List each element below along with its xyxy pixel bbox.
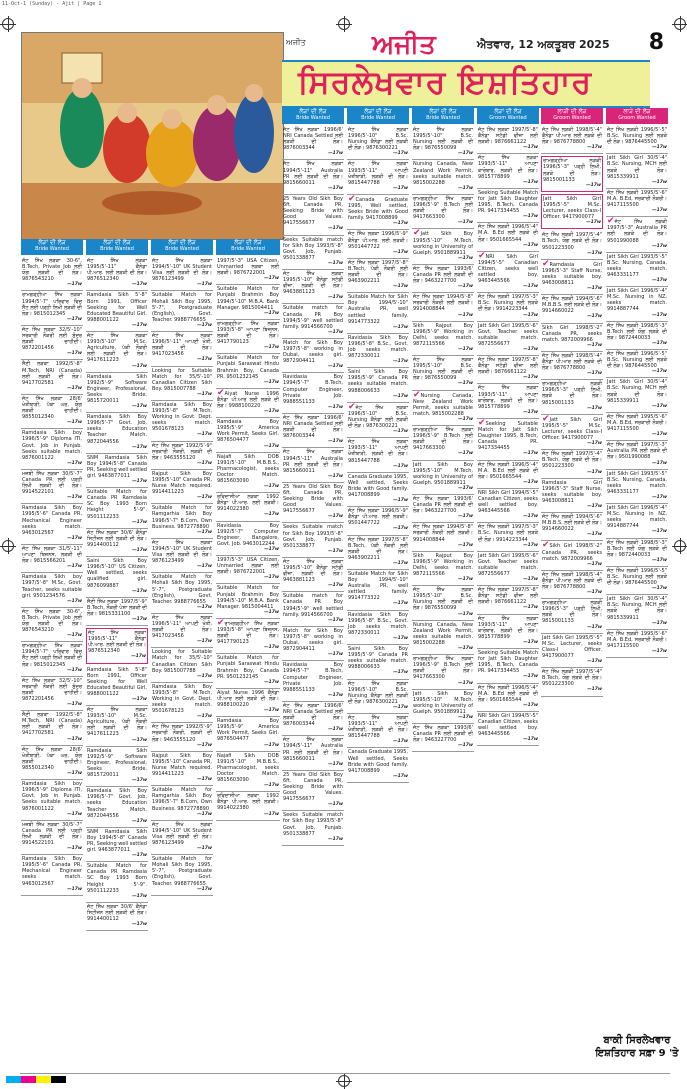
women-gathering-painting [21, 32, 284, 240]
classified-ad: Ramdasia Sikh Boy 1995/5'-6" Canada PR, Mechanical Engineer seeks match. 9463012567 —17w [21, 855, 83, 896]
ad-column [21, 257, 83, 1069]
classified-ad: ਜੱਟ ਸਿੱਖ ਲੜਕਾ 30/6' ਕੈਨੇਡਾ ਸਿਟੀਜ਼ਨ ਲਈ ਲੜਕੀ ਦੀ ਲੋੜ। 9914400112 —17w [86, 529, 148, 557]
classified-ad: Match for Sikh Boy 1997/5'-8" working in Dubai, seeks girl. 9872904411 —17w [282, 339, 344, 373]
classified-ad: Jatt Sikh Boy 1995/5'-10" M.Tech, working in University of Guelph. 9501889911 —17w [412, 461, 474, 495]
registration-mark-icon [2, 18, 14, 30]
classified-ad: ਜੱਟ ਸਿੱਖ ਲੜਕਾ 1995/5'-11" ਕੈਨੇਡਾ ਪੀ.ਆਰ. ਲਈ ਲੜਕੀ ਦੀ ਲੋੜ। 9876512340 —17w [86, 257, 148, 291]
section-title-banner [282, 60, 650, 108]
masthead-top-bar [282, 30, 668, 60]
classified-ad: Jatt Sikh Girl 1995/5'-6" Govt. Teacher seeks suitable match. 9872556677 —17w [477, 322, 539, 356]
classified-ad: NRI Sikh Girl 1994/5'-5" Canadian Citizen, seeks well settled boy. 9463445566 —17w [477, 712, 539, 746]
classified-ad: Jatt Sikh Girl 1995/5'-5" M.Sc. Lecturer, seeks Class-I Officer. 9417900077 —17w [541, 634, 603, 668]
classified-ad: Seeks Suitable match for Sikh Boy 1993/5'-8" Govt. Job, Punjab. 9501338877 —17w [282, 523, 344, 557]
classified-ad: ਜੱਟ ਸਿੱਖ ਲੜਕਾ 1994/5'-11" Australia PR ਲਈ ਲੜਕੀ ਦੀ ਲੋੜ। 9815660011 —17w [282, 160, 344, 194]
classified-ad: ✔Seeking Suitable Match for Jatt Sikh Daughter 1995, B.Tech, Canada PR. 9417334455 —17w [477, 419, 539, 461]
classified-ad: SNM Ramdasia Sikh Boy 1994/5'-8" Canada PR, Seeking well settled girl. 9463877011 —17w [86, 454, 148, 488]
classified-ad: ਰਾਮਗੜ੍ਹੀਆ ਲੜਕੀ 1996/5'-3" ਪੜ੍ਹੀ ਲਿਖੀ, ਲੜਕੇ ਦੀ ਲੋੜ। 9815001133 —17w [541, 156, 603, 191]
classified-ad: ✔Jatt Sikh Boy 1995/5'-10" M.Tech, working in University of Guelph. 9501889911 —17w [412, 229, 474, 264]
classified-ad: ਜੱਟ ਸਿੱਖ ਲੜਕੀ 1997/5'-4" B.Tech, ਯੋਗ ਲੜਕੇ ਦੀ ਲੋੜ। 9501223300 —17w [541, 668, 603, 696]
classified-ad: Ravidasia Sikh Boy 1996/5'-8" B.Sc., Govt. Job seeks match. 9872330011 —17w [347, 611, 409, 645]
classified-ad: Suitable Match for Ramgarhia Sikh Boy 1996/5'-7" B.Com, Own Business. 9872778890 —17w [151, 786, 213, 820]
classified-ad: Nursing Canada, New Zealand Work Permit, seeks suitable match. 9815002288 —17w [412, 621, 474, 655]
classified-ad: ਜੱਟ ਸਿੱਖ ਲੜਕੀ 1997/5'-4" B.Tech, ਯੋਗ ਲੜਕੇ ਦੀ ਲੋੜ। 9501223300 —17w [541, 450, 603, 478]
classified-ad: ਜੱਟ ਸਿੱਖ ਲੜਕਾ 1993/6' Canada PR ਲਈ ਲੜਕੀ ਦੀ ਲੋੜ। 9463227700 —17w [412, 495, 474, 523]
classified-ad: ਜੱਟ ਸਿੱਖ ਲੜਕਾ 1996/5'-10" B.Sc. Nursing ਕੈਨੇਡਾ ਲਈ ਲੜਕੀ ਦੀ ਲੋੜ। 9876300221 —17w [347, 680, 409, 714]
checkmark-icon: ✔ [217, 387, 225, 398]
column-header: ਲੋੜਾਂ ਦੀ ਲੋੜ Bride Wanted [282, 108, 344, 124]
classified-ad: ਜੱਟ ਸਿੱਖ ਲੜਕਾ 1995/5'-10" ਕੈਨੇਡਾ ਸਟੱਡੀ ਵੀਜ਼ਾ, ਲੜਕੀ ਦੀ ਲੋੜ। 9463881123 —17w [282, 558, 344, 592]
classified-ad: Rajput Sikh Boy 1995/5'-10" Canada PR, Nurse Match required. 9914411223 —17w [151, 752, 213, 786]
ad-column [282, 126, 344, 1069]
checkmark-icon: ✔ [217, 617, 225, 628]
classified-ad: ✔NRI Sikh Girl 1994/5'-5" Canadian Citizen, seeks well settled boy. 9463445566 —17w [477, 252, 539, 294]
classified-ad: Suitable Match for Sikh Boy 1994/5'-10" Australia PR, well settled family. 9914773322 —17w [347, 293, 409, 334]
classified-ad: Ravidasia Boy 1992/5'-7" Computer Engineer, Bangalore, Govt. Job. 9463012244 —17w [216, 522, 280, 556]
ad-column [606, 126, 668, 1031]
classified-ad: Jatt Sikh Boy 1995/5'-10" M.Tech, working in University of Guelph. 9501889911 —17w [412, 690, 474, 724]
classified-ad: Match for Sikh Boy 1997/5'-8" working in Dubai, seeks girl. 9872904411 —17w [282, 627, 344, 661]
classified-ad: Suitable Match for Sikh Boy 1994/5'-10" Australia PR, well settled family. 9914773322 —17w [347, 570, 409, 611]
classified-ad: 25 Years Old Sikh Boy 6ft. Canada PR, Seeking Bride with Good Values. 9417556677 —17w [282, 771, 344, 812]
classified-ad: Jatt Sikh Girl 1995/5'-6" Govt. Teacher seeks suitable match. 9872556677 —17w [477, 552, 539, 586]
classified-ad: ✔Ramdasia Girl 1996/5'-3" Staff Nurse, seeks suitable boy. 9463008811 —17w [541, 260, 603, 295]
classified-ad: Suitable match for Canada PR Boy 1994/5'-9" well settled family. 9914566700 —17w [282, 304, 344, 338]
classified-ad: ਜੱਟ ਸਿੱਖ ਲੜਕਾ 1993/6' Canada PR ਲਈ ਲੜਕੀ ਦੀ ਲੋੜ। 9463227700 —17w [412, 265, 474, 293]
column-header: ਲੋੜਾਂ ਦੀ ਲੋੜ Bride Wanted [412, 108, 474, 124]
classified-ad: Nursing Canada, New Zealand Work Permit, seeks suitable match. 9815002288 —17w [412, 160, 474, 194]
classified-ad: ਜੱਟ ਸਿੱਖ ਲੜਕੀ 1998/5'-3" B.Tech ਲਈ ਯੋਗ ਲੜਕੇ ਦੀ ਲੋੜ। 9872440033 —17w [606, 322, 668, 350]
registration-mark-icon [674, 18, 686, 30]
classified-ad: Sikh Girl 1998/5'-2" Canada PR, seeks match. 9872009966 —17w [541, 324, 603, 352]
classified-ad: ਜੱਟ ਸਿੱਖ ਲੜਕਾ 1994/5'-10" UK Student Visa ਲਈ ਲੜਕੀ ਦੀ ਲੋੜ। 9876123499 —17w [151, 821, 213, 855]
checkmark-icon: ✔ [607, 216, 615, 227]
classified-ad: Jatt Sikh Girl 30/5'-4" B.Sc. Nursing, MCH ਲਈ ਲੜਕੇ ਦੀ ਲੋੜ। 9815339911 —17w [606, 595, 668, 629]
classified-ad: Suitable Match for Canada PR Ramdasia SC Boy 1993 Born Height 5'-9". 9501112233 —17w [86, 862, 148, 903]
classified-ad: Ramdasia Sikh boy 1997/5'-8" M.Sc, Govt. Teacher, seeks suitable girl. 9501234576 —17w [21, 573, 83, 607]
classified-ad: Ramdasia Sikh Boy 1993/5'-8" M.Tech, Working in Govt. Dept. seeks match. 9501678123 —17w [151, 683, 213, 724]
checkmark-icon: ✔ [542, 413, 550, 424]
classified-ad: ਜੱਟ ਸਿੱਖ ਲੜਕਾ 1997/5'-8" ਕੈਨੇਡਾ ਸਟੱਡੀ ਵੀਜ਼ਾ ਲਈ ਲੜਕੀ। 9876661122 —17w [477, 126, 539, 154]
classified-ad: ਜੱਟ ਸਿੱਖ ਲੜਕਾ 1995/5'-11" ਕੈਨੇਡਾ ਪੀ.ਆਰ. ਲਈ ਲੜਕੀ ਦੀ ਲੋੜ। 9876512340 —17w [86, 628, 148, 663]
classified-ad: ਰਵਿਦਾਸੀਆ ਲੜਕਾ 1992 ਕੈਨੇਡਾ ਪੀ.ਆਰ. ਲਈ ਲੜਕੀ। 9914022380 —17w [216, 493, 280, 521]
classified-ad: Aiyat Nurse 1996 ਕੈਨੇਡਾ ਪੀ.ਆਰ ਲਈ ਲੜਕੇ ਦੀ ਲੋੜ। 9988100220 —17w [216, 689, 280, 717]
column-header: ਲਾੜੀ ਦੀ ਲੋੜ Groom Wanted [541, 108, 603, 124]
classified-ad: ✔Nursing Canada, New Zealand Work Permit, seeks suitable match. 9815002288 —17w [412, 391, 474, 426]
classified-ad: ਰਾਮਗੜ੍ਹੀਆ ਲੜਕੀ 1996/5'-3" ਪੜ੍ਹੀ ਲਿਖੀ, ਲੜਕੇ ਦੀ ਲੋੜ। 9815001133 —17w [541, 599, 603, 633]
classified-ad: Seeking Suitable Match for Jatt Sikh Daughter 1995, B.Tech, Canada PR. 9417334455 —17w [477, 189, 539, 223]
ad-column [216, 257, 280, 1069]
classified-ad: ਜੱਟ ਸਿੱਖ ਲੜਕਾ 1996/5'-9" ਕੈਨੇਡਾ ਪੀ.ਆਰ. ਲਈ ਲੜਕੀ। 9501447722 —17w [347, 230, 409, 258]
classified-ad: ਰਾਮਗੜ੍ਹੀਆ ਲੜਕੀ 1996/5'-3" ਪੜ੍ਹੀ ਲਿਖੀ, ਲੜਕੇ ਦੀ ਲੋੜ। 9815001133 —17w [541, 380, 603, 414]
checkmark-icon: ✔ [348, 401, 356, 412]
classified-ad: ਜੱਟ ਸਿੱਖ ਲੜਕੀ 1998/5'-3" B.Tech ਲਈ ਯੋਗ ਲੜਕੇ ਦੀ ਲੋੜ। 9872440033 —17w [606, 539, 668, 567]
classified-ad: ਜੱਟ ਸਿੱਖ ਲੜਕੀ 1997/5'-3" B.Sc. Nursing ਲਈ ਲੜਕੇ ਦੀ ਲੋੜ। 9914223344 —17w [477, 293, 539, 321]
classified-ad: Looking for Suitable Match for 35/5'-10" Canadian Citizen Sikh Boy. 9815007788 —17w [151, 648, 213, 682]
paper-name: ਅਜੀਤ [372, 30, 436, 60]
checkmark-icon: ✔ [413, 228, 421, 239]
classified-ad: Looking for Suitable Match for 35/5'-10" Canadian Citizen Sikh Boy. 9815007788 —17w [151, 367, 213, 401]
classified-ad: ਰਵਿਦਾਸੀਆ ਲੜਕਾ 1992 ਕੈਨੇਡਾ ਪੀ.ਆਰ. ਲਈ ਲੜਕੀ। 9914022380 —17w [216, 792, 280, 820]
ad-column [412, 126, 474, 1069]
classified-ad: ਰਾਮਗੜ੍ਹੀਆ ਸਿੱਖ ਲੜਕਾ 1994/5'-7" ਪਰਿਵਾਰ ਵਿਚ ਸੈੱਟ ਲਈ ਪੜ੍ਹੀ ਲਿਖੀ ਲੜਕੀ ਦੀ ਲੋੜ। 9815012345 —17w [21, 642, 83, 676]
classified-ad: ਜੱਟ ਸਿੱਖ ਲੜਕਾ 1994/5'-10" UK Student Visa ਲਈ ਲੜਕੀ ਦੀ ਲੋੜ। 9876123499 —17w [151, 539, 213, 573]
classified-ad: Suitable Match for Punjabi Brahmin Boy 1994/5'-10" M.B.A. Bank Manager. 9815004411 —17w [216, 285, 280, 319]
classified-ad: ਜੱਟ ਸਿੱਖ ਲੜਕਾ 1993/5'-11" ਆਪਣੀ ਖੇਤੀਬਾੜੀ, ਲੜਕੀ ਦੀ ਲੋੜ। 9815447788 —17w [347, 160, 409, 194]
classified-ad: ਸੈਣੀ ਲੜਕਾ 1992/5'-8" M.Tech, NRI (Canada) ਲਈ ਲੜਕੀ ਦੀ ਲੋੜ। 9417702581 —17w [21, 711, 83, 745]
classified-ad: Seeking Suitable Match for Jatt Sikh Daughter 1995, B.Tech, Canada PR. 9417334455 —17w [477, 649, 539, 683]
classified-ad: ਜੱਟ ਸਿੱਖ ਲੜਕਾ 1994/5'-10" UK Student Visa ਲਈ ਲੜਕੀ ਦੀ ਲੋੜ। 9876123499 —17w [151, 257, 213, 291]
classified-ad: ✔ਜੱਟ ਸਿੱਖ ਲੜਕੀ 1997/5'-3" Australia PR ਲਈ ਲੜਕੇ ਦੀ ਲੋੜ। 9501990088 —17w [606, 217, 668, 252]
classified-ad: Ramdasia Boy 1995/5'-9" America Work Permit, Seeks Girl. 9876504477 —17w [216, 418, 280, 452]
classified-ad: ਜੱਟ ਸਿੱਖ ਲੜਕਾ 1995/5'-10" B.Sc. Nursing ਲਈ ਲੜਕੀ ਦੀ ਲੋੜ। 9876550099 —17w [412, 356, 474, 390]
classified-ad: Jatt Sikh Girl 1993/5'-5" B.Sc. Nursing, Canada, seeks match. 9463331177 —17w [606, 470, 668, 504]
classified-ad: Ramdasia Sikh 1992/5'-9" Software Engineer, Professional, Seeks Bride. 9815720011 —17w [86, 373, 148, 414]
column-header: ਲੋੜਾਂ ਦੀ ਲੋੜ Bride Wanted [86, 239, 148, 255]
classified-ad: ਜੱਟ ਸਿੱਖ ਲੜਕੀ 1998/5'-4" ਕੈਨੇਡਾ ਪੀ.ਆਰ ਲਈ ਲੜਕੇ ਦੀ ਲੋੜ। 9876778800 —17w [541, 571, 603, 599]
classified-ad: Suitable match for Canada PR Boy 1994/5'-9" well settled family. 9914566700 —17w [282, 592, 344, 626]
classified-ad: Ramdasia Girl 1996/5'-3" Staff Nurse, seeks suitable boy. 9463008811 —17w [541, 479, 603, 513]
checkmark-icon: ✔ [542, 258, 550, 269]
classified-ad: Suitable Match for Ramgarhia Sikh Boy 1996/5'-7" B.Com, Own Business. 9872778890 —17w [151, 504, 213, 538]
classified-ad: Suitable Match for Mohali Sikh Boy 1995, 5'-7", Postgraduate (English), Govt. Teacher. 9988776655 —17w [151, 855, 213, 896]
classified-ad: ✔Canada Graduate 1995, Well settled, Seeks Bride with Good family. 9417008899 —17w [347, 195, 409, 230]
classified-ad: ਜੱਟ ਸਿੱਖ ਲੜਕਾ 1996/5'-11" ਆਪਣੀ ਖੇਤੀ, ਲੜਕੀ ਦੀ ਲੋੜ। 9417023456 —17w [151, 332, 213, 366]
checkmark-icon: ✔ [542, 540, 550, 551]
classified-ad: ਜੱਟ ਸਿੱਖ ਲੜਕਾ 1995/5'-10" B.Sc. Nursing ਲਈ ਲੜਕੀ ਦੀ ਲੋੜ। 9876550099 —17w [412, 586, 474, 620]
classified-ad: ਜੱਟ ਸਿੱਖ ਲੜਕਾ 1996/5'-9" ਕੈਨੇਡਾ ਪੀ.ਆਰ. ਲਈ ਲੜਕੀ। 9501447722 —17w [347, 507, 409, 535]
classified-ad: Suitable Match for Canada PR Ramdasia SC Boy 1993 Born Height 5'-9". 9501112233 —17w [86, 488, 148, 529]
ad-column [477, 126, 539, 1069]
issue-date: ਐਤਵਾਰ, 12 ਅਕਤੂਬਰ 2025 [477, 38, 610, 51]
classified-ad: Saini Sikh Boy 1995/5'-9" Canada PR seeks suitable match. 9988006633 —17w [347, 368, 409, 402]
column-header: ਲੋੜਾਂ ਦੀ ਲੋੜ Bride Wanted [151, 239, 213, 255]
classified-ad: Jatt Sikh Girl 1996/5'-4" M.Sc. Nursing in NZ, seeks match. 9914887744 —17w [606, 287, 668, 321]
registration-mark-icon [338, 1075, 350, 1087]
classified-ad: ਰਾਮਗੜ੍ਹੀਆ ਸਿੱਖ ਲੜਕਾ 1996/5'-9" B.Tech ਲਈ ਲੜਕੀ ਦੀ ਲੋੜ। 9417663300 —17w [412, 195, 474, 229]
classified-ad: ਜੱਟ ਸਿੱਖ ਲੜਕੀ 1996/5'-4" M.A. B.Ed ਲਈ ਲੜਕੇ ਦੀ ਲੋੜ। 9501665544 —17w [477, 684, 539, 712]
checkmark-icon: ✔ [478, 250, 486, 261]
classified-ad: ਜੱਟ ਸਿੱਖ ਲੜਕਾ 1994/5'-8" ਸਰਕਾਰੀ ਨੌਕਰੀ ਲਈ ਲੜਕੀ। 9914008844 —17w [412, 523, 474, 551]
classified-ad: NRI Sikh Girl 1994/5'-5" Canadian Citizen, seeks well settled boy. 9463445566 —17w [477, 489, 539, 523]
classified-ad: ਜੱਟ ਸਿੱਖ ਲੜਕਾ 1993/5'-11" ਆਪਣਾ ਕਾਰੋਬਾਰ, ਲੜਕੀ ਦੀ ਲੋੜ। 9815778899 —17w [477, 384, 539, 418]
classified-ad: ਜੱਟ ਸਿੱਖ ਲੜਕੀ 1995/5'-6" M.A. B.Ed, ਸਰਕਾਰੀ ਨੌਕਰੀ। 9417115500 —17w [606, 630, 668, 658]
masthead-small-label: ਅਜੀਤ [286, 38, 306, 47]
classified-ad: ਜੱਟ ਸਿੱਖ ਲੜਕੀ 1996/5'-4" M.A. B.Ed ਲਈ ਲੜਕੇ ਦੀ ਲੋੜ। 9501665544 —17w [477, 223, 539, 251]
classified-ad: ਜੱਟ ਸਿੱਖ ਲੜਕਾ 1993/5'-10" M.Sc. Agriculture, ਪੱਕੀ ਨੌਕਰੀ ਲਈ ਲੜਕੀ ਦੀ ਲੋੜ। 9417611223 —17w [86, 706, 148, 747]
checkmark-icon: ✔ [348, 193, 356, 204]
classified-ad: ਜੱਟ ਸਿੱਖ ਲੜਕਾ 1994/5'-11" Australia PR ਲਈ ਲੜਕੀ ਦੀ ਲੋੜ। 9815660011 —17w [282, 448, 344, 482]
classified-ad: Canada Graduate 1995, Well settled, Seeks Bride with Good family. 9417008899 —17w [347, 473, 409, 507]
classified-ad: ਜੱਟ ਸਿੱਖ ਲੜਕਾ 1996/6' NRI Canada Settled ਲਈ ਲੜਕੀ ਦੀ ਲੋੜ। 9876003344 —17w [282, 414, 344, 448]
classified-ad: ਰਾਮਗੜ੍ਹੀਆ ਸਿੱਖ ਲੜਕਾ 1996/5'-9" B.Tech ਲਈ ਲੜਕੀ ਦੀ ਲੋੜ। 9417663300 —17w [412, 426, 474, 460]
classified-ad: ਜੱਟ ਸਿੱਖ ਲੜਕਾ 1993/5'-11" ਆਪਣੀ ਖੇਤੀਬਾੜੀ, ਲੜਕੀ ਦੀ ਲੋੜ। 9815447788 —17w [347, 714, 409, 748]
classified-ad: Suitable Match for Mohali Sikh Boy 1995, 5'-7", Postgraduate (English), Govt. Teacher. 9988776655 —17w [151, 291, 213, 332]
classified-ad: ਰਾਮਗੜ੍ਹੀਆ ਸਿੱਖ ਲੜਕਾ 1993/5'-8" ਆਪਣਾ ਬਿਜ਼ਨਸ, ਲੜਕੀ ਦੀ ਲੋੜ। 9417790123 —17w [216, 320, 280, 354]
classified-ad: ਜੱਟ ਸਿੱਖ ਲੜਕੀ 1997/5'-3" Australia PR ਲਈ ਲੜਕੇ ਦੀ ਲੋੜ। 9501990088 —17w [606, 441, 668, 469]
classified-ad: ਜੱਟ ਸਿੱਖ ਲੜਕਾ 1997/5'-8" ਕੈਨੇਡਾ ਸਟੱਡੀ ਵੀਜ਼ਾ ਲਈ ਲੜਕੀ। 9876661122 —17w [477, 356, 539, 384]
classified-ad: Ramdasia Sikh 1992/5'-9" Software Engineer, Professional, Seeks Bride. 9815720011 —17w [86, 747, 148, 788]
classified-ad: Suitable Match for Punjabi Saraswat Hindu Brahmin Boy, Canada PR. 9501232145 —17w [216, 654, 280, 688]
classified-ad: ਜੱਟ ਸਿੱਖ ਲੜਕੀ 1994/5'-6" M.B.B.S. ਲਈ ਲੜਕੇ ਦੀ ਲੋੜ। 9914660022 —17w [541, 295, 603, 323]
classified-ad: ਜੱਟ ਸਿੱਖ ਲੜਕਾ 30/6' ਕੈਨੇਡਾ ਸਿਟੀਜ਼ਨ ਲਈ ਲੜਕੀ ਦੀ ਲੋੜ। 9914400112 —17w [86, 903, 148, 931]
classified-ad: ਜੱਟ ਸਿੱਖ ਲੜਕਾ 1993/5'-11" ਆਪਣਾ ਕਾਰੋਬਾਰ, ਲੜਕੀ ਦੀ ਲੋੜ। 9815778899 —17w [477, 154, 539, 188]
classified-ad: ਜੱਟ ਸਿੱਖ ਲੜਕਾ 1996/6' NRI Canada Settled ਲਈ ਲੜਕੀ ਦੀ ਲੋੜ। 9876003344 —17w [282, 702, 344, 736]
classified-ad: Jatt Sikh Girl 1995/5'-5" M.Sc. Lecturer, seeks Class-I Officer. 9417900077 —17w [541, 194, 603, 229]
classified-ad: ਜੱਟ ਸਿੱਖ ਲੜਕਾ 1997/5'-8" ਕੈਨੇਡਾ ਸਟੱਡੀ ਵੀਜ਼ਾ ਲਈ ਲੜਕੀ। 9876661122 —17w [477, 586, 539, 614]
ad-column [151, 257, 213, 1069]
classified-ad: ਜੱਟ ਸਿੱਖ ਲੜਕੀ 1995/5'-6" M.A. B.Ed, ਸਰਕਾਰੀ ਨੌਕਰੀ। 9417115500 —17w [606, 189, 668, 217]
classified-ad: ✔Sikh Girl 1998/5'-2" Canada PR, seeks match. 9872009966 —17w [541, 541, 603, 570]
classified-ad: 25 Years Old Sikh Boy 6ft. Canada PR, Seeking Bride with Good Values. 9417556677 —17w [282, 483, 344, 524]
classified-ad: Saini Sikh Boy 1996/5'-10" US Citizen, Well settled, seeks qualified girl. 9876099887 —17w [86, 557, 148, 598]
classified-ad: ਮਜ਼ਬੀ ਸਿੱਖ ਲੜਕਾ 30/5'-7" Canada PR ਲਈ ਪੜ੍ਹੀ ਲਿਖੀ ਲੜਕੀ ਦੀ ਲੋੜ। 9914522101 —17w [21, 470, 83, 504]
classified-ad: ✔Aiyat Nurse 1996 ਕੈਨੇਡਾ ਪੀ.ਆਰ ਲਈ ਲੜਕੇ ਦੀ ਲੋੜ। 9988100220 —17w [216, 389, 280, 418]
classified-ad: Ramdasia Sikh Boy 1993/5'-8" M.Tech, Working in Govt. Dept. seeks match. 9501678123 —17w [151, 401, 213, 442]
classified-ad: ਜੱਟ ਸਿੱਖ ਲੜਕਾ 28/6' ਖੇਤੀਬਾੜੀ, ਪੱਕਾ ਘਰ, ਯੋਗ ਲੜਕੀ ਚਾਹੀਦੀ। 9855012340 —17w [21, 395, 83, 429]
classified-ad: ਜੱਟ ਸਿੱਖ ਲੜਕਾ 1997/5'-8" B.Tech, ਪੱਕੀ ਨੌਕਰੀ ਲਈ ਲੜਕੀ ਦੀ ਲੋੜ। 9463902211 —17w [347, 536, 409, 570]
print-slug: 11-Oct-1 (Sunday) - Ajit | Page 1 [2, 1, 102, 7]
classified-ad: Ravidasia Boy 1994/5'-7" B.Tech, Computer Engineer, Private Job. 9988551133 —17w [282, 373, 344, 414]
masthead [282, 30, 668, 106]
classified-ad: ਜੱਟ ਸਿੱਖ ਲੜਕਾ 1992/5'-9" ਸਰਕਾਰੀ ਨੌਕਰੀ, ਲੜਕੀ ਦੀ ਲੋੜ। 9463555120 —17w [151, 442, 213, 470]
classified-ad: Jatt Sikh Girl 1996/5'-4" M.Sc. Nursing in NZ, seeks match. 9914887744 —17w [606, 504, 668, 538]
column-header: ਲਾੜੇ ਦੀ ਲੋੜ Groom Wanted [606, 108, 668, 124]
classified-ad: ਜੱਟ ਸਿੱਖ ਲੜਕਾ 1996/5'-11" ਆਪਣੀ ਖੇਤੀ, ਲੜਕੀ ਦੀ ਲੋੜ। 9417023456 —17w [151, 614, 213, 648]
classified-ad: ਜੱਟ ਸਿੱਖ ਲੜਕਾ 32/5'-10" ਸਰਕਾਰੀ ਨੌਕਰੀ ਲਈ ਸੁੰਦਰ ਲੜਕੀ ਚਾਹੀਦੀ। 9872201456 —17w [21, 326, 83, 360]
classified-ad: SNM Ramdasia Sikh Boy 1994/5'-8" Canada PR, Seeking well settled girl. 9463877011 —17w [86, 828, 148, 862]
continued-note: ਬਾਕੀ ਸਿਰਲੇਖਵਾਰ ਇਸ਼ਤਿਹਾਰ ਸਫ਼ਾ 9 'ਤੇ [595, 1035, 679, 1059]
classified-ad: ਜੱਟ ਸਿੱਖ ਲੜਕੀ 1996/5'-5" B.Sc. Nursing ਲਈ ਲੜਕੇ ਦੀ ਲੋੜ। 9876445500 —17w [606, 567, 668, 595]
classified-ad: Ramdasia Sikh Boy 1995/5'-6" Canada PR, Mechanical Engineer seeks match. 9463012567 —17w [21, 504, 83, 545]
classified-ad: 1997/5'-3" USA Citizen, Unmarried ਲੜਕਾ ਲਈ ਲੜਕੀ। 9876722001 —17w [216, 257, 280, 285]
ad-column [541, 126, 603, 1069]
classified-ad: ਜੱਟ ਸਿੱਖ ਲੜਕਾ 1996/6' NRI Canada Settled ਲਈ ਲੜਕੀ ਦੀ ਲੋੜ। 9876003344 —17w [282, 126, 344, 160]
classified-ad: ✔ਰਾਮਗੜ੍ਹੀਆ ਸਿੱਖ ਲੜਕਾ 1993/5'-8" ਆਪਣਾ ਬਿਜ਼ਨਸ, ਲੜਕੀ ਦੀ ਲੋੜ। 9417790123 —17w [216, 619, 280, 654]
registration-mark-icon [674, 540, 686, 552]
classified-ad: Canada Graduate 1995, Well settled, Seeks Bride with Good family. 9417008899 —17w [347, 748, 409, 782]
classified-ad: ਜੱਟ ਸਿੱਖ ਲੜਕੀ 1998/5'-4" ਕੈਨੇਡਾ ਪੀ.ਆਰ ਲਈ ਲੜਕੇ ਦੀ ਲੋੜ। 9876778800 —17w [541, 352, 603, 380]
classified-ad: ਜੱਟ ਸਿੱਖ ਲੜਕੀ 1997/5'-4" B.Tech, ਯੋਗ ਲੜਕੇ ਦੀ ਲੋੜ। 9501223300 —17w [541, 231, 603, 259]
classified-ad: Suitable Match for Punjabi Brahmin Boy 1994/5'-10" M.B.A. Bank Manager. 9815004411 —17w [216, 584, 280, 618]
classified-ad: ਜੱਟ ਸਿੱਖ ਲੜਕਾ 1994/5'-11" Australia PR ਲਈ ਲੜਕੀ ਦੀ ਲੋੜ। 9815660011 —17w [282, 736, 344, 770]
column-header: ਲੋੜਾਂ ਦੀ ਲੋੜ Bride Wanted [216, 239, 280, 255]
classified-ad: ਜੱਟ ਸਿੱਖ ਲੜਕਾ 30-6", B.Tech, Private Job ਲਈ ਯੋਗ ਲੜਕੀ ਦੀ ਲੋੜ। 9876543210 —17w [21, 608, 83, 642]
classified-ad: Seeks Suitable match for Sikh Boy 1993/5'-8" Govt. Job, Punjab. 9501338877 —17w [282, 811, 344, 845]
column-header: ਲੋੜਾਂ ਦੀ ਲੋੜ Bride Wanted [21, 239, 83, 255]
classified-ad: Ravidasia Boy 1994/5'-7" B.Tech, Computer Engineer, Private Job. 9988551133 —17w [282, 661, 344, 702]
classified-ad: ਜੱਟ ਸਿੱਖ ਲੜਕਾ 1993/5'-10" M.Sc. Agriculture, ਪੱਕੀ ਨੌਕਰੀ ਲਈ ਲੜਕੀ ਦੀ ਲੋੜ। 9417611223 —17w [86, 332, 148, 373]
column-header: ਲੋੜਾਂ ਦੀ ਲੋੜ Bride Wanted [347, 108, 409, 124]
classified-ad: ਜੱਟ ਸਿੱਖ ਲੜਕਾ 31/5'-11" ਆਪਣਾ ਬਿਜ਼ਨਸ, ਲੜਕੀ ਦੀ ਲੋੜ। 9815566201 —17w [21, 545, 83, 573]
classified-ad: Ramdasia Sikh boy 1996/5'-9" Diploma ITI, Govt. Job in Punjab. Seeks suitable match. 9876001122 —17w [21, 429, 83, 470]
classified-ad: Jatt Sikh Girl 1993/5'-5" B.Sc. Nursing, Canada, seeks match. 9463331177 —17w [606, 253, 668, 287]
classified-ad: ਜੱਟ ਸਿੱਖ ਲੜਕਾ 1993/5'-11" ਆਪਣੀ ਖੇਤੀਬਾੜੀ, ਲੜਕੀ ਦੀ ਲੋੜ। 9815447788 —17w [347, 438, 409, 472]
classified-ad: ਸੈਣੀ ਲੜਕਾ 1992/5'-8" M.Tech, NRI (Canada) ਲਈ ਲੜਕੀ ਦੀ ਲੋੜ। 9417702581 —17w [21, 360, 83, 394]
classified-ad: ਜੱਟ ਸਿੱਖ ਲੜਕਾ 1993/6' Canada PR ਲਈ ਲੜਕੀ ਦੀ ਲੋੜ। 9463227700 —17w [412, 724, 474, 752]
classified-ad: ਸੈਣੀ ਸਿੱਖ ਲੜਕਾ 1997/5'-9" B.Tech, ਨੌਕਰੀ ਪੇਸ਼ਾ ਲੜਕੀ ਦੀ ਲੋੜ। 9815331100 —17w [86, 598, 148, 626]
classified-ad: Ramdasia Sikh 5'-8" Born 1991, Officer Seeking for Well Educated Beautiful Girl. 9988001122 —17w [86, 291, 148, 332]
classified-ad: Ramdasia Sikh Boy 1996/5'-7" Govt. Job, seeks Education Teacher Match. 9872044556 —17w [86, 413, 148, 454]
classified-ad: Ramdasia Boy 1995/5'-9" America Work Permit, Seeks Girl. 9876504477 —17w [216, 717, 280, 751]
classified-ad: ਜੱਟ ਸਿੱਖ ਲੜਕਾ 30-6", B.Tech, Private Job ਲਈ ਯੋਗ ਲੜਕੀ ਦੀ ਲੋੜ। 9876543210 —17w [21, 257, 83, 291]
classified-ad: Rajput Sikh Boy 1995/5'-10" Canada PR, Nurse Match required. 9914411223 —17w [151, 470, 213, 504]
classified-ad: ਜੱਟ ਸਿੱਖ ਲੜਕੀ 1996/5'-5" B.Sc. Nursing ਲਈ ਲੜਕੇ ਦੀ ਲੋੜ। 9876445500 —17w [606, 350, 668, 378]
classified-ad: ਜੱਟ ਸਿੱਖ ਲੜਕੀ 1996/5'-5" B.Sc. Nursing ਲਈ ਲੜਕੇ ਦੀ ਲੋੜ। 9876445500 —17w [606, 126, 668, 154]
classified-ad: ਜੱਟ ਸਿੱਖ ਲੜਕਾ 28/6' ਖੇਤੀਬਾੜੀ, ਪੱਕਾ ਘਰ, ਯੋਗ ਲੜਕੀ ਚਾਹੀਦੀ। 9855012340 —17w [21, 746, 83, 780]
classified-ad: 1997/5'-3" USA Citizen, Unmarried ਲੜਕਾ ਲਈ ਲੜਕੀ। 9876722001 —17w [216, 556, 280, 584]
classified-ad: Seeks Suitable match for Sikh Boy 1993/5'-8" Govt. Job, Punjab. 9501338877 —17w [282, 236, 344, 270]
classified-ad: ✔Jatt Sikh Girl 1995/5'-5" M.Sc. Lecturer, seeks Class-I Officer. 9417900077 —17w [541, 415, 603, 450]
classified-ad: Jatt Sikh Girl 30/5'-4" B.Sc. Nursing, MCH ਲਈ ਲੜਕੇ ਦੀ ਲੋੜ। 9815339911 —17w [606, 378, 668, 412]
checkmark-icon: ✔ [413, 389, 421, 400]
classified-ad: Suitable Match for Mohali Sikh Boy 1995, 5'-7", Postgraduate (English), Govt. Teacher. 9988776655 —17w [151, 573, 213, 614]
ad-column [86, 257, 148, 1069]
checkmark-icon: ✔ [478, 417, 486, 428]
classified-ad: Najafi Sikh DOB 1991/5'-10" M.B.B.S., Pharmacologist, seeks Doctor Match. 9815603090 —17w [216, 752, 280, 793]
ad-column [347, 126, 409, 1069]
classified-ad: Ramdasia Sikh Boy 1996/5'-7" Govt. Job, seeks Education Teacher Match. 9872044556 —17w [86, 787, 148, 828]
classified-ad: Suitable Match for Punjabi Saraswat Hindu Brahmin Boy, Canada PR. 9501232145 —17w [216, 354, 280, 388]
classified-ad: ਜੱਟ ਸਿੱਖ ਲੜਕੀ 1996/5'-4" M.A. B.Ed ਲਈ ਲੜਕੇ ਦੀ ਲੋੜ। 9501665544 —17w [477, 461, 539, 489]
classified-ad: ਜੱਟ ਸਿੱਖ ਲੜਕੀ 1998/5'-4" ਕੈਨੇਡਾ ਪੀ.ਆਰ ਲਈ ਲੜਕੇ ਦੀ ਲੋੜ। 9876778800 —17w [541, 126, 603, 154]
classified-ad: ਜੱਟ ਸਿੱਖ ਲੜਕਾ 32/5'-10" ਸਰਕਾਰੀ ਨੌਕਰੀ ਲਈ ਸੁੰਦਰ ਲੜਕੀ ਚਾਹੀਦੀ। 9872201456 —17w [21, 677, 83, 711]
classified-ad: ਜੱਟ ਸਿੱਖ ਲੜਕੀ 1997/5'-3" B.Sc. Nursing ਲਈ ਲੜਕੇ ਦੀ ਲੋੜ। 9914223344 —17w [477, 523, 539, 551]
classified-ad: Ramdasia Sikh 5'-8" Born 1991, Officer Seeking for Well Educated Beautiful Girl. 9988001122 —17w [86, 666, 148, 707]
classified-ad: ਮਜ਼ਬੀ ਸਿੱਖ ਲੜਕਾ 30/5'-7" Canada PR ਲਈ ਪੜ੍ਹੀ ਲਿਖੀ ਲੜਕੀ ਦੀ ਲੋੜ। 9914522101 —17w [21, 821, 83, 855]
section-title: ਸਿਰਲੇਖਵਾਰ ਇਸ਼ਤਿਹਾਰ [298, 63, 593, 101]
classified-ad: ਜੱਟ ਸਿੱਖ ਲੜਕਾ 1992/5'-9" ਸਰਕਾਰੀ ਨੌਕਰੀ, ਲੜਕੀ ਦੀ ਲੋੜ। 9463555120 —17w [151, 723, 213, 751]
classified-ad: ਜੱਟ ਸਿੱਖ ਲੜਕਾ 1994/5'-8" ਸਰਕਾਰੀ ਨੌਕਰੀ ਲਈ ਲੜਕੀ। 9914008844 —17w [412, 293, 474, 321]
classified-ad: ਜੱਟ ਸਿੱਖ ਲੜਕਾ 1995/5'-10" ਕੈਨੇਡਾ ਸਟੱਡੀ ਵੀਜ਼ਾ, ਲੜਕੀ ਦੀ ਲੋੜ। 9463881123 —17w [282, 270, 344, 304]
classified-ad: Najafi Sikh DOB 1991/5'-10" M.B.B.S., Pharmacologist, seeks Doctor Match. 9815603090 —17w [216, 453, 280, 494]
column-header: ਲੋੜਾਂ ਦੀ ਲੋੜ Groom Wanted [477, 108, 539, 124]
classified-ad: ਜੱਟ ਸਿੱਖ ਲੜਕੀ 1995/5'-6" M.A. B.Ed, ਸਰਕਾਰੀ ਨੌਕਰੀ। 9417115500 —17w [606, 413, 668, 441]
classified-ad: ਰਾਮਗੜ੍ਹੀਆ ਸਿੱਖ ਲੜਕਾ 1994/5'-7" ਪਰਿਵਾਰ ਵਿਚ ਸੈੱਟ ਲਈ ਪੜ੍ਹੀ ਲਿਖੀ ਲੜਕੀ ਦੀ ਲੋੜ। 9815012345 —17w [21, 291, 83, 325]
classified-ad: Sikh Rajput Boy 1996/5'-9" Working in Delhi, seeks match. 9872115566 —17w [412, 322, 474, 356]
registration-mark-icon [2, 540, 14, 552]
classified-ad: Ravidasia Sikh Boy 1996/5'-8" B.Sc., Govt. Job seeks match. 9872330011 —17w [347, 334, 409, 368]
page-number: 8 [648, 30, 664, 55]
footer-rule [20, 1073, 670, 1074]
classified-ad: ਜੱਟ ਸਿੱਖ ਲੜਕੀ 1994/5'-6" M.B.B.S. ਲਈ ਲੜਕੇ ਦੀ ਲੋੜ। 9914660022 —17w [541, 513, 603, 541]
classified-ad: Jatt Sikh Girl 30/5'-4" B.Sc. Nursing, MCH ਲਈ ਲੜਕੇ ਦੀ ਲੋੜ। 9815339911 —17w [606, 154, 668, 188]
classified-ad: 25 Years Old Sikh Boy 6ft. Canada PR, Seeking Bride with Good Values. 9417556677 —17w [282, 195, 344, 236]
classified-ad: ਜੱਟ ਸਿੱਖ ਲੜਕਾ 1995/5'-10" B.Sc. Nursing ਲਈ ਲੜਕੀ ਦੀ ਲੋੜ। 9876550099 —17w [412, 126, 474, 160]
registration-mark-icon [338, 18, 350, 30]
classified-ad: ਰਾਮਗੜ੍ਹੀਆ ਸਿੱਖ ਲੜਕਾ 1996/5'-9" B.Tech ਲਈ ਲੜਕੀ ਦੀ ਲੋੜ। 9417663300 —17w [412, 655, 474, 689]
classified-ad: ✔ਜੱਟ ਸਿੱਖ ਲੜਕਾ 1996/5'-10" B.Sc. Nursing ਕੈਨੇਡਾ ਲਈ ਲੜਕੀ ਦੀ ਲੋੜ। 9876300221 —17w [347, 403, 409, 438]
classified-ad: ਜੱਟ ਸਿੱਖ ਲੜਕਾ 1997/5'-8" B.Tech, ਪੱਕੀ ਨੌਕਰੀ ਲਈ ਲੜਕੀ ਦੀ ਲੋੜ। 9463902211 —17w [347, 259, 409, 293]
print-color-bar [6, 1076, 66, 1083]
classified-ad: ਜੱਟ ਸਿੱਖ ਲੜਕਾ 1993/5'-11" ਆਪਣਾ ਕਾਰੋਬਾਰ, ਲੜਕੀ ਦੀ ਲੋੜ। 9815778899 —17w [477, 615, 539, 649]
classified-ad: Ramdasia Sikh boy 1996/5'-9" Diploma ITI, Govt. Job in Punjab. Seeks suitable match. 9876001122 —17w [21, 780, 83, 821]
classified-ad: Sikh Rajput Boy 1996/5'-9" Working in Delhi, seeks match. 9872115566 —17w [412, 552, 474, 586]
classified-ad: ਜੱਟ ਸਿੱਖ ਲੜਕਾ 1996/5'-10" B.Sc. Nursing ਕੈਨੇਡਾ ਲਈ ਲੜਕੀ ਦੀ ਲੋੜ। 9876300221 —17w [347, 126, 409, 160]
classified-ad: Saini Sikh Boy 1995/5'-9" Canada PR seeks suitable match. 9988006633 —17w [347, 645, 409, 679]
